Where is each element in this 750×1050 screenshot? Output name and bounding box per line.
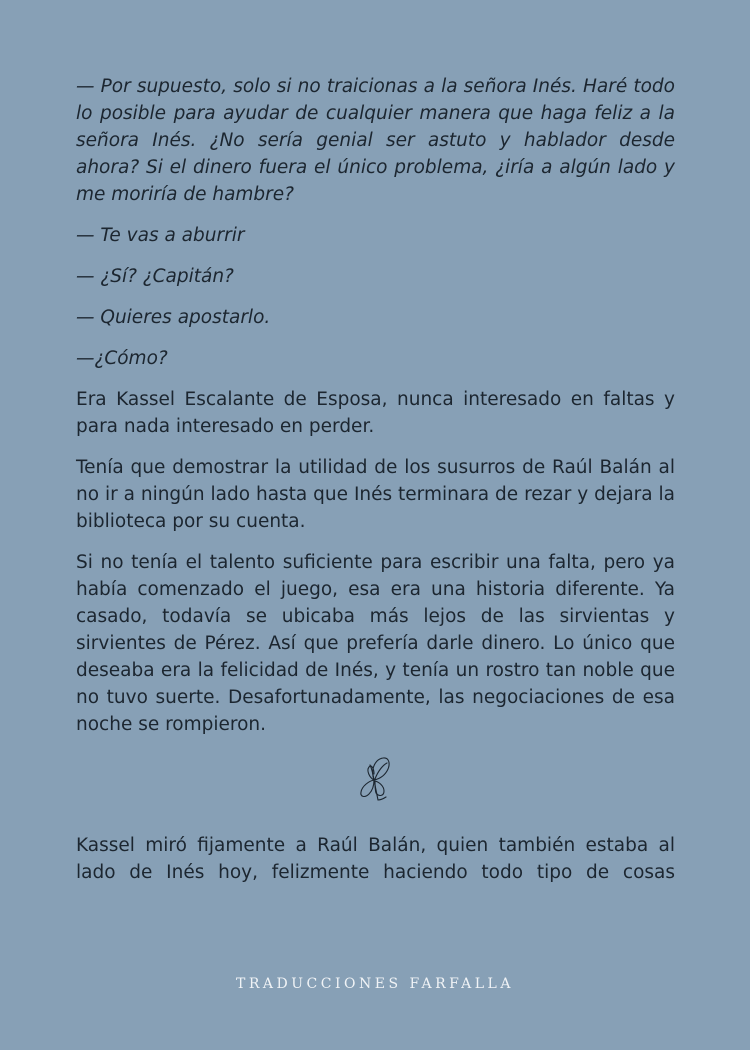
paragraph-1: — Por supuesto, solo si no traicionas a la señora Inés. Haré todo lo posible para ayudar de cualquier manera que haga feliz a la señora Inés. ¿No sería genial ser astuto y hablador desde ahora? Si el dinero fuera el único problema, ¿iría a algún lado y me moriría de hambre? [76,76,675,205]
footer-credit: TRADUCCIONES FARFALLA [236,976,514,992]
butterfly-icon [356,756,396,802]
paragraph-6: Era Kassel Escalante de Esposa, nunca interesado en faltas y para nada interesado en perder. [76,389,675,437]
section-divider [76,756,675,802]
paragraph-2: — Te vas a aburrir [76,225,245,246]
paragraph-7: Tenía que demostrar la utilidad de los susurros de Raúl Balán al no ir a ningún lado hasta que Inés terminara de rezar y dejara la biblioteca por su cuenta. [76,457,675,532]
page-content [76,73,675,900]
paragraph-4: — Quieres apostarlo. [76,307,271,328]
paragraph-3: — ¿Sí? ¿Capitán? [76,266,234,287]
paragraph-8: Si no tenía el talento suficiente para escribir una falta, pero ya había comenzado el juego, esa era una historia diferente. Ya casado, todavía se ubicaba más lejos de las sirvientas y sirvientes de Pérez. Así que prefería darle dinero. Lo único que deseaba era la felicidad de Inés, y tenía un rostro tan noble que no tuvo suerte. Desafortunadamente, las negociaciones de esa noche se rompieron. [76,552,675,735]
paragraph-after-divider: Kassel miró fijamente a Raúl Balán, quien también estaba al lado de Inés hoy, felizmente haciendo todo tipo de cosas [76,835,675,883]
paragraph-5: —¿Cómo? [76,348,168,369]
